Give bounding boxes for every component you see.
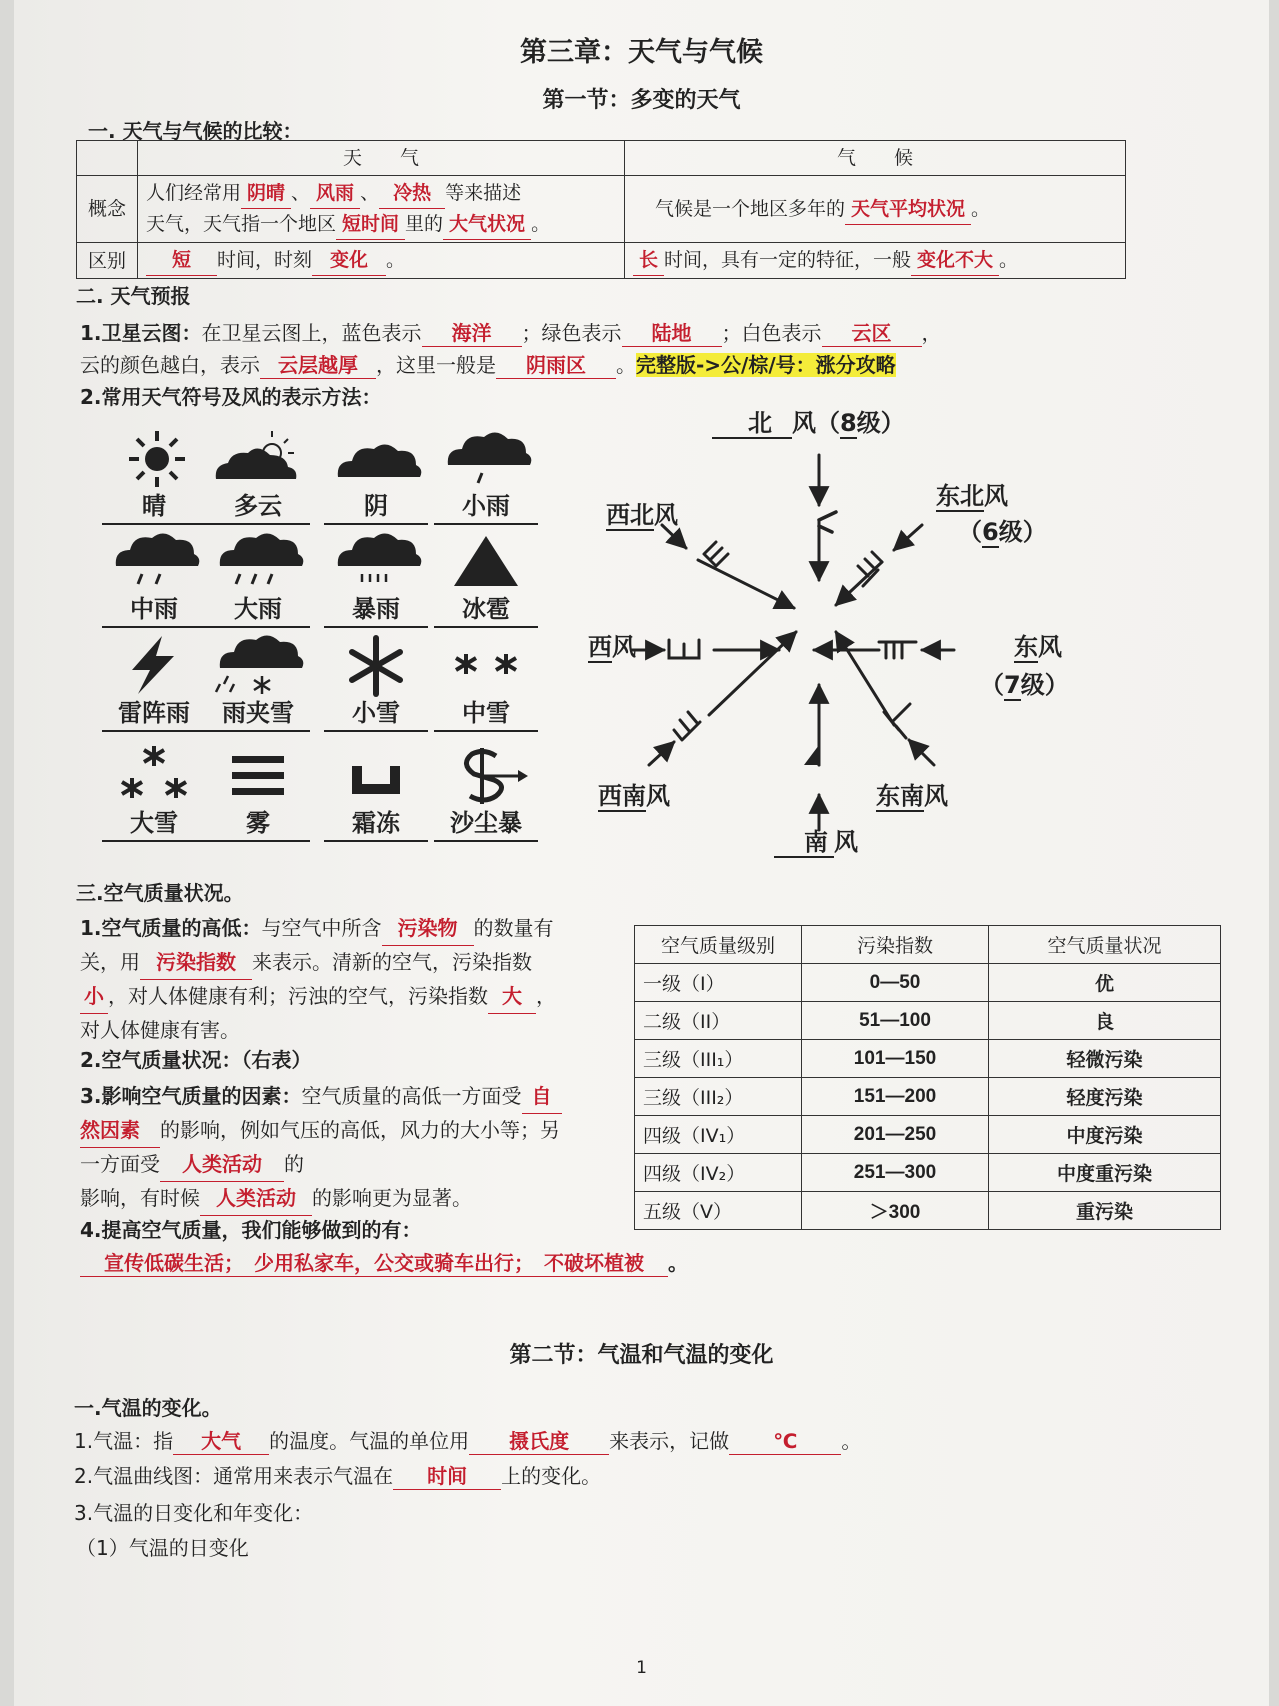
heavy-snow-icon	[102, 742, 206, 808]
aq-answer-line: 宣传低碳生活； 少用私家车，公交或骑车出行； 不破坏植被 。	[80, 1250, 688, 1277]
weather-symbol	[102, 425, 206, 525]
air-quality-table	[634, 925, 1221, 1230]
aq-cell: 101—150	[802, 1040, 989, 1078]
frost-icon	[324, 742, 428, 808]
weather-symbol	[206, 528, 310, 628]
aq-header-cell: 空气质量状况	[989, 926, 1221, 964]
aq-paragraph-1: 1.空气质量的高低：与空气中所含 污染物 的数量有 关，用 污染指数 来表示。清新的空气，污染指数 小 ，对人体健康有利；污浊的空气，污染指数 大 ， 对人体健康有害。	[80, 912, 556, 1047]
chapter-title: 第三章：天气与气候	[520, 37, 763, 68]
weather-symbol-label: 阴	[324, 491, 428, 525]
aq-cell: 良	[989, 1002, 1221, 1040]
wind-label-west: 西风	[588, 633, 636, 661]
aq-cell: 五级（V）	[635, 1192, 802, 1230]
weather-symbol-label: 暴雨	[324, 594, 428, 628]
wind-label-south: 南 风	[774, 822, 858, 857]
section2-title: 第二节：气温和气温的变化	[509, 1343, 774, 1368]
sandstorm-icon	[434, 742, 538, 808]
weather-symbol	[434, 528, 538, 628]
table-row	[635, 1154, 1221, 1192]
weather-symbol-label: 雷阵雨	[102, 698, 206, 732]
sun-icon	[102, 425, 206, 491]
aq-paragraph-4: 4.提高空气质量，我们能够做到的有：	[80, 1218, 422, 1242]
aq-cell: 二级（II）	[635, 1002, 802, 1040]
table-row	[635, 1116, 1221, 1154]
wind-label-northeast: 东北风	[936, 482, 1008, 510]
weather-symbol-label: 雾	[206, 808, 310, 842]
weather-symbol-label: 多云	[206, 491, 310, 525]
weather-symbol-label: 雨夹雪	[206, 698, 310, 732]
weather-symbol	[324, 742, 428, 842]
sleet-icon	[206, 632, 310, 698]
aq-cell: 201—250	[802, 1116, 989, 1154]
weather-diff-cell: 短 时间，时刻 变化 。	[138, 243, 625, 279]
partly-cloudy-icon	[206, 425, 310, 491]
weather-symbol-label: 大雪	[102, 808, 206, 842]
weather-symbol-label: 沙尘暴	[434, 808, 538, 842]
aq-cell: 轻微污染	[989, 1040, 1221, 1078]
aq-cell: 轻度污染	[989, 1078, 1221, 1116]
aq-cell: 251—300	[802, 1154, 989, 1192]
aq-cell: 重污染	[989, 1192, 1221, 1230]
weather-symbol-label: 中雪	[434, 698, 538, 732]
light-rain-icon	[434, 425, 538, 491]
aq-header-cell: 污染指数	[802, 926, 989, 964]
weather-symbol-label: 冰雹	[434, 594, 538, 628]
moderate-rain-icon	[102, 528, 206, 594]
aq-cell: 三级（III₁）	[635, 1040, 802, 1078]
heavy-rain-icon	[206, 528, 310, 594]
weather-symbol	[324, 632, 428, 732]
table-row	[635, 964, 1221, 1002]
aq-paragraph-2: 2.空气质量状况：（右表）	[80, 1048, 312, 1072]
wind-label-east: 东风	[1014, 633, 1062, 661]
weather-climate-table	[76, 140, 1126, 279]
weather-symbol	[324, 528, 428, 628]
weather-concept-cell: 人们经常用 阴晴 、 风雨 、 冷热 等来描述 天气，天气指一个地区 短时间 里的 大气状况 。	[138, 176, 625, 243]
climate-diff-cell: 长 时间，具有一定的特征，一般 变化不大 。	[625, 243, 1126, 279]
aq-paragraph-3: 3.影响空气质量的因素：空气质量的高低一方面受 自 然因素 的影响，例如气压的高低，风力的大小等；另 一方面受 人类活动 的 影响，有时候 人类活动 的影响更为显著。	[80, 1080, 562, 1216]
temp-line-1: 1.气温：指 大气 的温度。气温的单位用 摄氏度 来表示，记做 ℃ 。	[74, 1429, 862, 1453]
table-row	[635, 1040, 1221, 1078]
aq-header-cell: 空气质量级别	[635, 926, 802, 964]
heading-weather-climate: 一. 天气与气候的比较：	[88, 119, 303, 143]
document-page	[14, 0, 1269, 1706]
thunderstorm-icon	[102, 632, 206, 698]
wind-label-southeast: 东南风	[876, 782, 948, 810]
weather-symbol-label: 小雨	[434, 491, 538, 525]
col-weather: 天 气	[138, 141, 625, 176]
temp-line-4: （1）气温的日变化	[76, 1536, 249, 1560]
row-diff-label: 区别	[77, 243, 138, 279]
table-row	[635, 1078, 1221, 1116]
aq-cell: 三级（III₂）	[635, 1078, 802, 1116]
weather-symbol	[102, 742, 206, 842]
promo-highlight: 完整版->公/棕/号：涨分攻略	[636, 353, 896, 377]
temp-line-3: 3.气温的日变化和年变化：	[74, 1501, 314, 1525]
table-row	[635, 1192, 1221, 1230]
climate-concept-cell: 气候是一个地区多年的 天气平均状况 。	[625, 176, 1126, 243]
weather-symbol	[206, 632, 310, 732]
aq-cell: 中度污染	[989, 1116, 1221, 1154]
moderate-snow-icon	[434, 632, 538, 698]
aq-cell: 四级（IV₂）	[635, 1154, 802, 1192]
weather-symbol	[102, 632, 206, 732]
weather-symbol	[324, 425, 428, 525]
aq-cell: 51—100	[802, 1002, 989, 1040]
page-number: 1	[636, 1658, 647, 1678]
hail-icon	[434, 528, 538, 594]
heading-air-quality: 三.空气质量状况。	[76, 881, 244, 905]
fog-icon	[206, 742, 310, 808]
wind-label-north: 北 风（8级）	[712, 403, 905, 438]
satellite-line-1: 1.卫星云图：在卫星云图上，蓝色表示 海洋 ；绿色表示 陆地 ；白色表示 云区 ，	[80, 321, 942, 345]
weather-symbol	[434, 742, 538, 842]
aq-cell: 优	[989, 964, 1221, 1002]
weather-symbol-label: 霜冻	[324, 808, 428, 842]
weather-symbol-label: 大雨	[206, 594, 310, 628]
wind-label-northeast-level: （6级）	[958, 518, 1047, 546]
wind-label-east-level: （7级）	[980, 671, 1069, 699]
aq-cell: 四级（IV₁）	[635, 1116, 802, 1154]
weather-symbol-label: 中雨	[102, 594, 206, 628]
aq-cell: 151—200	[802, 1078, 989, 1116]
aq-cell: 一级（I）	[635, 964, 802, 1002]
aq-cell: 0—50	[802, 964, 989, 1002]
temp-line-2: 2.气温曲线图：通常用来表示气温在 时间 上的变化。	[74, 1464, 602, 1488]
aq-cell: ＞300	[802, 1192, 989, 1230]
weather-symbol	[434, 632, 538, 732]
heading-forecast: 二. 天气预报	[76, 284, 191, 308]
overcast-icon	[324, 425, 428, 491]
table-row	[635, 1002, 1221, 1040]
weather-symbol-label: 晴	[102, 491, 206, 525]
col-climate: 气 候	[625, 141, 1126, 176]
section-title: 第一节：多变的天气	[542, 88, 741, 113]
satellite-line-2: 云的颜色越白，表示 云层越厚 ，这里一般是 阴雨区 。完整版->公/棕/号：涨分攻略	[80, 353, 896, 377]
weather-symbol	[102, 528, 206, 628]
row-concept-label: 概念	[77, 176, 138, 243]
light-snow-icon	[324, 632, 428, 698]
rainstorm-icon	[324, 528, 428, 594]
weather-symbol-label: 小雪	[324, 698, 428, 732]
symbols-heading: 2.常用天气符号及风的表示方法：	[80, 385, 382, 409]
weather-symbol	[206, 425, 310, 525]
wind-label-northwest: 西北风	[606, 501, 678, 529]
weather-symbol	[434, 425, 538, 525]
wind-label-southwest: 西南风	[598, 782, 670, 810]
aq-cell: 中度重污染	[989, 1154, 1221, 1192]
weather-symbol	[206, 742, 310, 842]
heading-temp-change: 一.气温的变化。	[74, 1396, 222, 1420]
